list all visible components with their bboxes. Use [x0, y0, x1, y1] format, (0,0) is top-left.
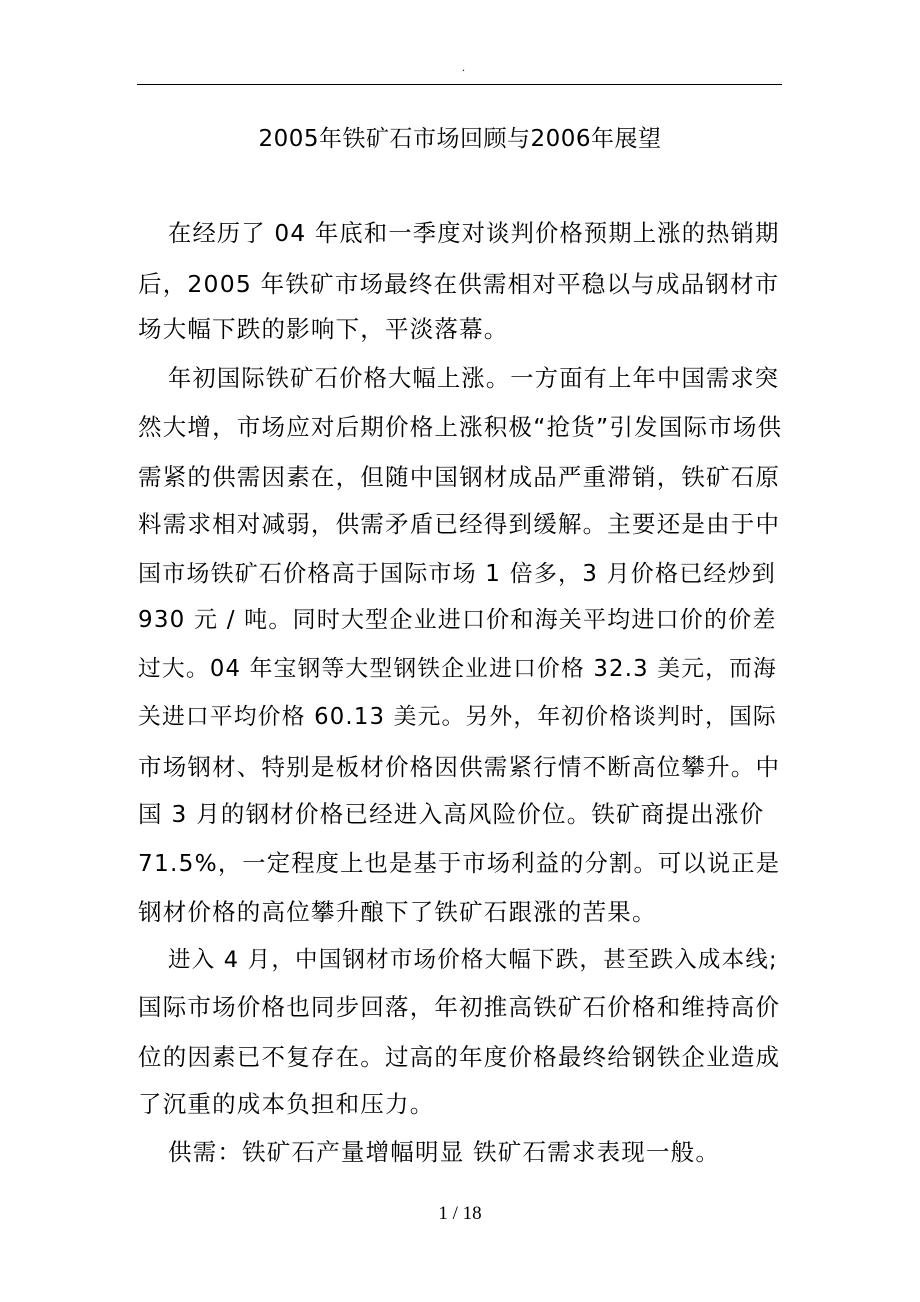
- body-line: 供需：铁矿石产量增幅明显 铁矿石需求表现一般。: [168, 1138, 721, 1166]
- body-line: 需紧的供需因素在，但随中国钢材成品严重滞销，铁矿石原: [138, 463, 781, 491]
- header-rule: [137, 84, 782, 85]
- body-line: 后，2005 年铁矿市场最终在供需相对平稳以与成品钢材市: [138, 270, 780, 298]
- body-line: 国际市场价格也同步回落，年初推高铁矿石价格和维持高价: [138, 993, 781, 1021]
- body-line: 位的因素已不复存在。过高的年度价格最终给钢铁企业造成: [138, 1043, 781, 1071]
- body-line: 场大幅下跌的影响下，平淡落幕。: [138, 315, 509, 343]
- page-number: 1 / 18: [438, 1203, 482, 1224]
- body-line: 了沉重的成本负担和压力。: [138, 1090, 435, 1118]
- body-line: 国 3 月的钢材价格已经进入高风险价位。铁矿商提出涨价: [138, 800, 765, 828]
- body-line: 料需求相对减弱，供需矛盾已经得到缓解。主要还是由于中: [138, 510, 781, 538]
- body-line: 钢材价格的高位攀升酿下了铁矿石跟涨的苦果。: [138, 898, 657, 926]
- document-title: 2005年铁矿石市场回顾与2006年展望: [258, 126, 662, 152]
- body-line: 关进口平均价格 60.13 美元。另外，年初价格谈判时，国际: [138, 704, 777, 730]
- body-line: 930 元 / 吨。同时大型企业进口价和海关平均进口价的价差: [138, 607, 777, 633]
- body-line: 71.5%，一定程度上也是基于市场利益的分割。可以说正是: [138, 850, 781, 877]
- body-line: 市场钢材、特别是板材价格因供需紧行情不断高位攀升。中: [138, 753, 781, 781]
- body-line: 过大。04 年宝钢等大型钢铁企业进口价格 32.3 美元，而海: [138, 656, 777, 682]
- body-line: 国市场铁矿石价格高于国际市场 1 倍多，3 月价格已经炒到: [138, 561, 776, 587]
- body-line: 在经历了 04 年底和一季度对谈判价格预期上涨的热销期: [168, 220, 780, 247]
- body-line: 进入 4 月，中国钢材市场价格大幅下跌，甚至跌入成本线;: [168, 947, 778, 973]
- body-line: 年初国际铁矿石价格大幅上涨。一方面有上年中国需求突: [168, 365, 780, 392]
- body-line: 然大增，市场应对后期价格上涨积极“抢货”引发国际市场供: [138, 413, 783, 441]
- header-mark: .: [462, 60, 465, 74]
